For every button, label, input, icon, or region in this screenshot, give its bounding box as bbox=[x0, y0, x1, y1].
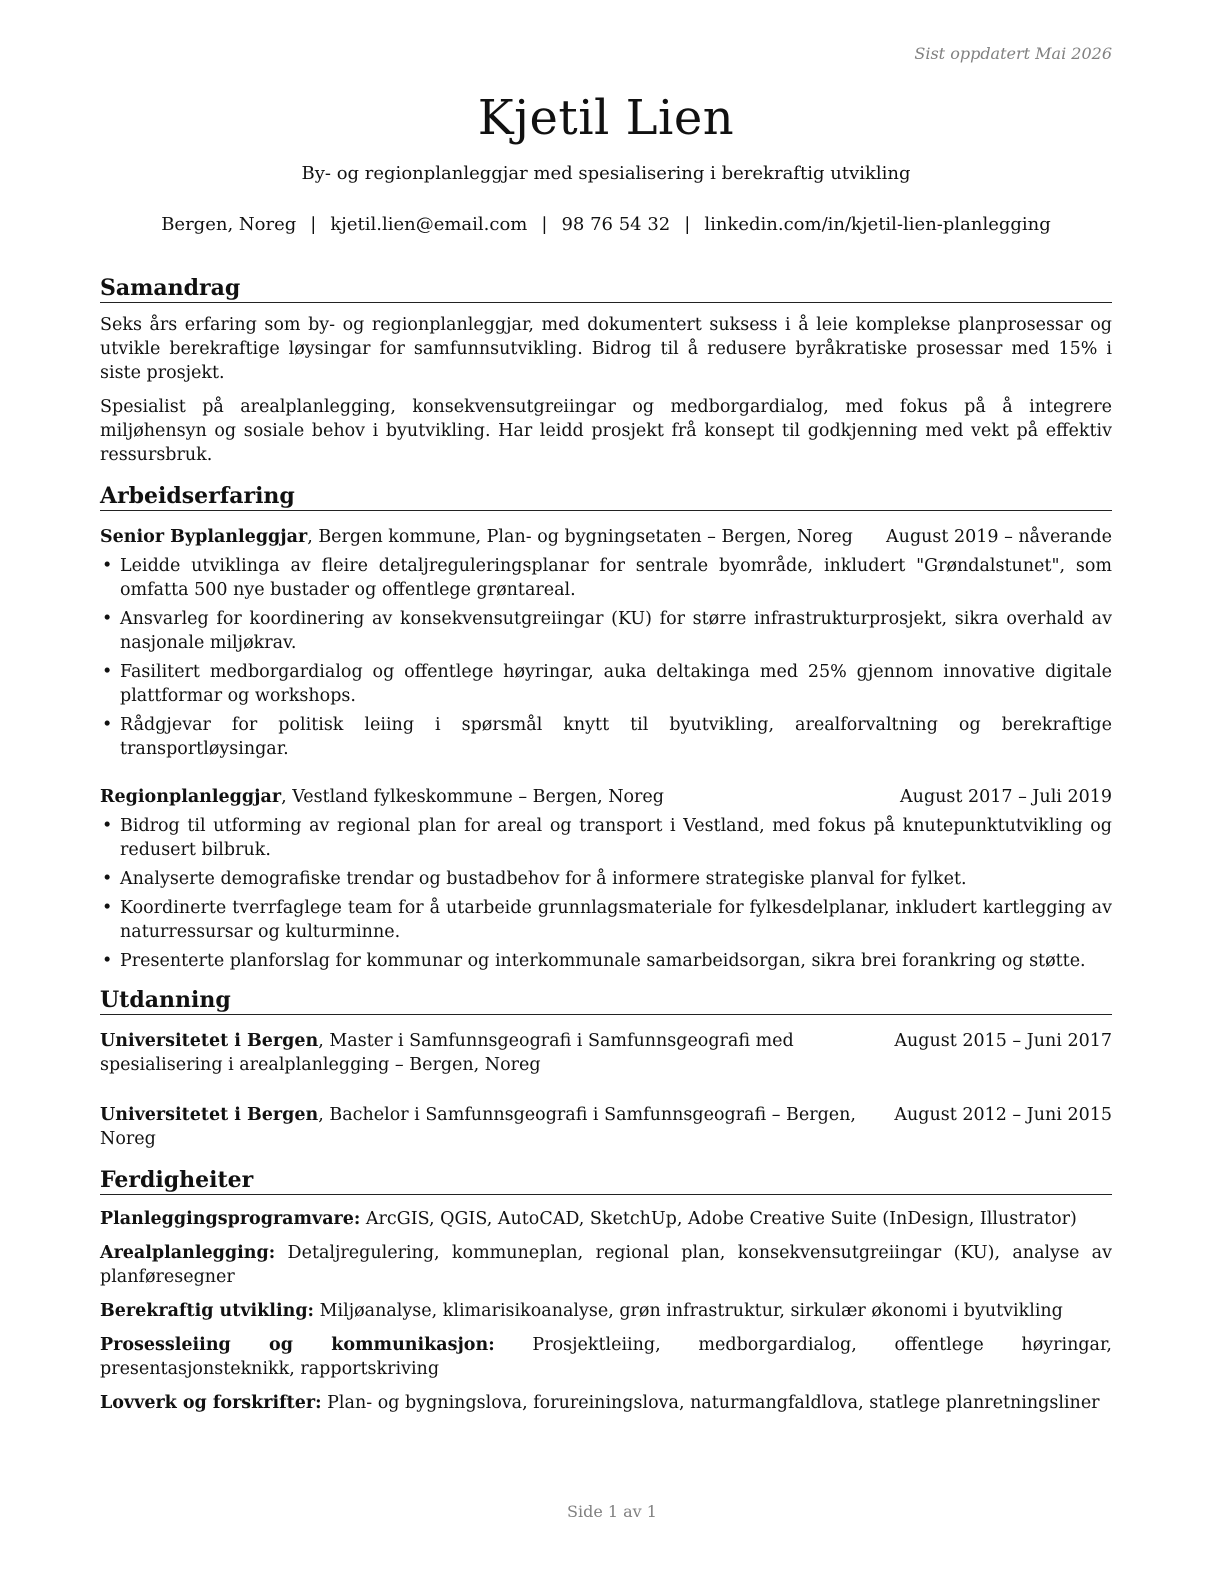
section-title-skills: Ferdigheiter bbox=[100, 1167, 1112, 1195]
education-school: Universitetet i Bergen bbox=[100, 1105, 319, 1125]
skill-line bbox=[100, 1333, 1112, 1381]
skill-label: Berekraftig utvikling: bbox=[100, 1301, 315, 1321]
last-updated: Sist oppdatert Mai 2026 bbox=[914, 44, 1112, 63]
skill-line bbox=[100, 1391, 1112, 1415]
summary-paragraph: Spesialist på arealplanlegging, konsekvensutgreiingar og medborgardialog, med fokus på å integrere miljøhensyn og sosiale behov i byutvikling. Har leidd prosjekt frå konsept til godkjenning med vekt på effektiv ressursbruk. bbox=[100, 397, 1112, 465]
job-header bbox=[100, 785, 1112, 809]
candidate-name: Kjetil Lien bbox=[477, 90, 735, 146]
job-role: Regionplanleggjar bbox=[100, 787, 282, 807]
education-dates: August 2012 – Juni 2015 bbox=[894, 1105, 1112, 1125]
job-dates: August 2019 – nåverande bbox=[886, 527, 1112, 547]
contact-separator: | bbox=[684, 214, 691, 235]
skill-line bbox=[100, 1241, 1112, 1289]
education-dates: August 2015 – Juni 2017 bbox=[894, 1031, 1112, 1051]
job-role: Senior Byplanleggjar bbox=[100, 527, 308, 547]
section-title-experience: Arbeidserfaring bbox=[100, 483, 1112, 511]
job-bullet: • Presenterte planforslag for kommunar og interkommunale samarbeidsorgan, sikra brei forankring og støtte. bbox=[100, 949, 1112, 973]
skill-value: Detaljregulering, kommuneplan, regional plan, konsekvensutgreiingar (KU), analyse av planføresegner bbox=[100, 1243, 1112, 1287]
job-bullet: • Analyserte demografiske trendar og bustadbehov for å informere strategiske planval for fylket. bbox=[100, 867, 1112, 891]
section-title-education: Utdanning bbox=[100, 987, 1112, 1015]
education-entry bbox=[100, 1029, 1112, 1077]
headline: By- og regionplanleggjar med spesialisering i berekraftig utvikling bbox=[301, 163, 911, 184]
skill-value: Plan- og bygningslova, forureiningslova, naturmangfaldlova, statlege planretningsliner bbox=[321, 1393, 1100, 1413]
contact-location: Bergen, Noreg bbox=[161, 214, 297, 235]
page-number: Side 1 av 1 bbox=[567, 1502, 657, 1521]
skill-value: Prosjektleiing, medborgardialog, offentlege høyringar, presentasjonsteknikk, rapportskriving bbox=[100, 1335, 1112, 1379]
education-details: , Bachelor i Samfunnsgeografi i Samfunnsgeografi – Bergen, Noreg bbox=[100, 1105, 856, 1149]
job-entry bbox=[100, 525, 1112, 761]
education-section bbox=[100, 987, 1112, 1151]
job-bullet: • Rådgjevar for politisk leiing i spørsmål knytt til byutvikling, arealforvaltning og berekraftige transportløysingar. bbox=[100, 713, 1112, 761]
job-details: , Vestland fylkeskommune – Bergen, Noreg bbox=[281, 787, 664, 807]
contact-phone: 98 76 54 32 bbox=[561, 214, 671, 235]
job-bullets bbox=[100, 814, 1112, 973]
job-header bbox=[100, 525, 1112, 549]
skill-value: Miljøanalyse, klimarisikoanalyse, grøn infrastruktur, sirkulær økonomi i byutvikling bbox=[314, 1301, 1063, 1321]
contact-line bbox=[100, 213, 1112, 237]
skill-label: Prosessleiing og kommunikasjon: bbox=[100, 1335, 495, 1355]
skill-line bbox=[100, 1299, 1112, 1323]
job-details: , Bergen kommune, Plan- og bygningsetaten – Bergen, Noreg bbox=[307, 527, 853, 547]
contact-separator: | bbox=[310, 214, 317, 235]
education-school: Universitetet i Bergen bbox=[100, 1031, 319, 1051]
summary-section bbox=[100, 275, 1112, 467]
skill-label: Planleggingsprogramvare: bbox=[100, 1209, 361, 1229]
job-bullet: • Fasilitert medborgardialog og offentlege høyringar, auka deltakinga med 25% gjennom innovative digitale plattformar og workshops. bbox=[100, 660, 1112, 708]
section-title-summary: Samandrag bbox=[100, 275, 1112, 303]
education-entry bbox=[100, 1103, 1112, 1151]
skill-line bbox=[100, 1207, 1112, 1231]
contact-linkedin[interactable]: linkedin.com/in/kjetil-lien-planlegging bbox=[704, 214, 1051, 235]
summary-paragraph: Seks års erfaring som by- og regionplanleggjar, med dokumentert suksess i å leie komplekse planprosessar og utvikle berekraftige løysingar for samfunnsutvikling. Bidrog til å redusere byråkratiske prosessar med 15% i siste prosjekt. bbox=[100, 315, 1112, 383]
skill-value: ArcGIS, QGIS, AutoCAD, SketchUp, Adobe Creative Suite (InDesign, Illustrator) bbox=[360, 1209, 1077, 1229]
job-bullet: • Ansvarleg for koordinering av konsekvensutgreiingar (KU) for større infrastrukturprosjekt, sikra overhald av nasjonale miljøkrav. bbox=[100, 607, 1112, 655]
skill-label: Lovverk og forskrifter: bbox=[100, 1393, 322, 1413]
job-entry bbox=[100, 785, 1112, 973]
contact-email[interactable]: kjetil.lien@email.com bbox=[330, 214, 528, 235]
experience-section bbox=[100, 483, 1112, 973]
job-bullet: • Bidrog til utforming av regional plan for areal og transport i Vestland, med fokus på knutepunktutvikling og redusert bilbruk. bbox=[100, 814, 1112, 862]
job-dates: August 2017 – Juli 2019 bbox=[900, 787, 1112, 807]
skills-section bbox=[100, 1167, 1112, 1415]
job-bullet: • Koordinerte tverrfaglege team for å utarbeide grunnlagsmateriale for fylkesdelplanar, inkludert kartlegging av naturressursar og kulturminne. bbox=[100, 896, 1112, 944]
education-details: , Master i Samfunnsgeografi i Samfunnsgeografi med spesialisering i arealplanlegging – Bergen, Noreg bbox=[100, 1031, 794, 1075]
job-bullet: • Leidde utviklinga av fleire detaljreguleringsplanar for sentrale byområde, inkludert "Grøndalstunet", som omfatta 500 nye bustader og offentlege grøntareal. bbox=[100, 554, 1112, 602]
skill-label: Arealplanlegging: bbox=[100, 1243, 276, 1263]
job-bullets bbox=[100, 554, 1112, 761]
contact-separator: | bbox=[541, 214, 548, 235]
